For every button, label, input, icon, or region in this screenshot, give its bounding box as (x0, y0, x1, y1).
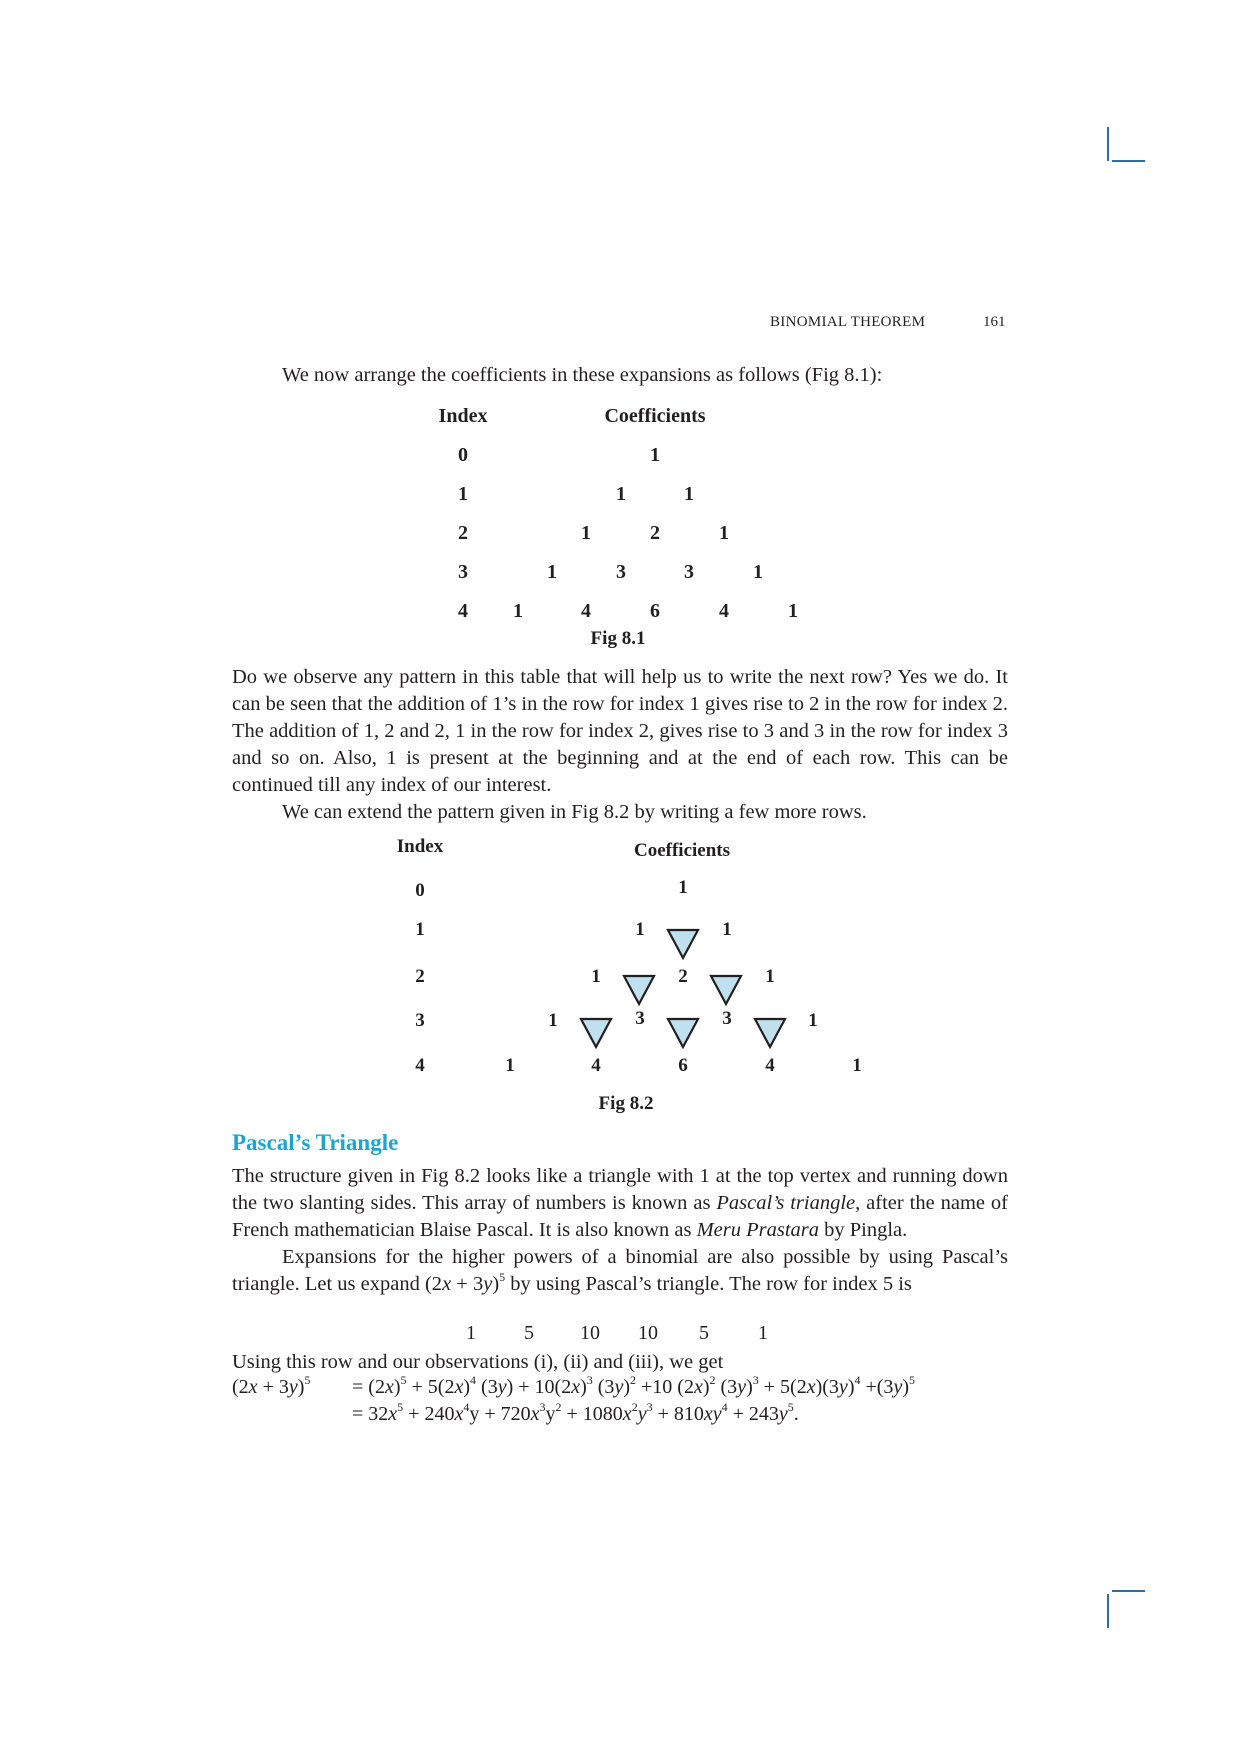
row5-value: 5 (524, 1322, 534, 1344)
fig1-coef: 1 (684, 483, 694, 505)
fig2-coef: 1 (591, 966, 601, 987)
fig1-index-4: 4 (458, 600, 468, 622)
fig2-coef: 4 (765, 1055, 775, 1076)
fig1-coef: 1 (616, 483, 626, 505)
crop-mark-top-vertical (1107, 127, 1109, 161)
intro-sentence: We now arrange the coefficients in these expansions as follows (Fig 8.1): (282, 364, 883, 386)
row5-value: 1 (466, 1322, 476, 1344)
term-meru-prastara: Meru Prastara (696, 1219, 819, 1241)
fig1-coef: 3 (684, 561, 694, 583)
page-number: 161 (983, 314, 1006, 330)
section-heading-pascals-triangle: Pascal’s Triangle (232, 1130, 399, 1155)
fig2-index-header: Index (396, 836, 444, 857)
fig2-coef: 1 (765, 966, 775, 987)
fig1-coef: 3 (616, 561, 626, 583)
sum-triangle-icon (579, 1017, 613, 1049)
fig2-coef: 4 (591, 1055, 601, 1076)
section-body (232, 1163, 1008, 1298)
row5-value: 5 (699, 1322, 709, 1344)
fig1-index-0: 0 (458, 444, 468, 466)
sum-triangle-icon (622, 974, 656, 1006)
fig1-index-2: 2 (458, 522, 468, 544)
paragraph-pattern-text: Do we observe any pattern in this table that will help us to write the next row? Yes we do. It can be seen that the addition of 1’s in the row for index 1 gives rise to 2 in the row for index 2. The addition of 1, 2 and 2, 1 in the row for index 2, gives rise to 3 and 3 in the row for index 3 and so on. Also, 1 is present at the beginning and at the end of each row. This can be continued till any index of our interest. (232, 666, 1008, 796)
crop-mark-bottom-horizontal (1112, 1590, 1145, 1592)
fig1-coef: 1 (513, 600, 523, 622)
sum-triangle-icon (666, 928, 700, 960)
fig2-index-2: 2 (415, 966, 425, 987)
fig1-coef: 1 (650, 444, 660, 466)
term-pascals-triangle: Pascal’s triangle (716, 1192, 856, 1214)
fig1-coef: 1 (788, 600, 798, 622)
paragraph-pascal-description: The structure given in Fig 8.2 looks like a triangle with 1 at the top vertex and running down the two slanting sides. This array of numbers is known as Pascal’s triangle, after the name of French mathematician Blaise Pascal. It is also known as Meru Prastara by Pingla. (232, 1165, 1008, 1241)
fig2-index-0: 0 (415, 880, 425, 901)
fig1-coef: 4 (719, 600, 729, 622)
paragraph-extend-text: We can extend the pattern given in Fig 8.2 by writing a few more rows. (282, 801, 867, 823)
fig2-coef: 1 (505, 1055, 515, 1076)
fig1-index-3: 3 (458, 561, 468, 583)
fig1-index-header: Index (438, 405, 488, 427)
crop-mark-bottom-vertical (1107, 1594, 1109, 1628)
fig1-coef: 1 (719, 522, 729, 544)
fig2-coef: 1 (852, 1055, 862, 1076)
fig2-coef: 6 (678, 1055, 688, 1076)
fig1-coef: 1 (547, 561, 557, 583)
fig2-coefficients-header: Coefficients (633, 840, 731, 861)
fig2-coef: 1 (548, 1010, 558, 1031)
fig2-caption: Fig 8.2 (598, 1093, 654, 1114)
fig1-coef: 4 (581, 600, 591, 622)
expansion-lhs: $(2x + 3y)^5$ (232, 1373, 311, 1398)
fig2-index-4: 4 (415, 1055, 425, 1076)
fig1-coef: 6 (650, 600, 660, 622)
fig2-index-1: 1 (415, 919, 425, 940)
running-header-title: BINOMIAL THEOREM (770, 314, 926, 330)
fig1-coef: 1 (581, 522, 591, 544)
sum-triangle-icon (666, 1017, 700, 1049)
fig2-coef: 2 (678, 966, 688, 987)
row5-value: 1 (758, 1322, 768, 1344)
expansion-line-2: = $32x^5 + 240x^4y + 720x^3y^2 + 1080x^2y^3 + 810xy^4 + 243y^5$. (352, 1400, 799, 1425)
fig1-index-1: 1 (458, 483, 468, 505)
fig1-caption: Fig 8.1 (590, 628, 646, 649)
sum-triangle-icon (753, 1017, 787, 1049)
fig1-coef: 2 (650, 522, 660, 544)
row5-value: 10 (638, 1322, 658, 1344)
fig2-coef: 1 (635, 919, 645, 940)
fig2-coef: 3 (722, 1008, 732, 1029)
fig2-coef: 1 (678, 877, 688, 898)
crop-mark-top-horizontal (1112, 160, 1145, 162)
row5-value: 10 (580, 1322, 600, 1344)
fig2-index-3: 3 (415, 1010, 425, 1031)
fig1-coefficients-header: Coefficients (604, 405, 706, 427)
sum-triangle-icon (709, 974, 743, 1006)
paragraph-higher-powers: Expansions for the higher powers of a binomial are also possible by using Pascal’s triangle. Let us expand $(2x + 3y)^5$ by using Pascal’s triangle. The row for index 5 is (232, 1246, 1008, 1295)
paragraph-pattern (232, 664, 1008, 826)
fig2-coef: 1 (722, 919, 732, 940)
expansion-line-1: = $(2x)^5 + 5(2x)^4$ $(3y) + 10(2x)^3$ $(3y)^2 +10$ $(2x)^2$ $(3y)^3 + 5(2x)(3y)^4 +(3y)^5$ (352, 1373, 915, 1398)
fig1-coef: 1 (753, 561, 763, 583)
fig2-coef: 1 (808, 1010, 818, 1031)
fig2-coef: 3 (635, 1008, 645, 1029)
paragraph-using-row: Using this row and our observations (i), (ii) and (iii), we get (232, 1351, 724, 1373)
